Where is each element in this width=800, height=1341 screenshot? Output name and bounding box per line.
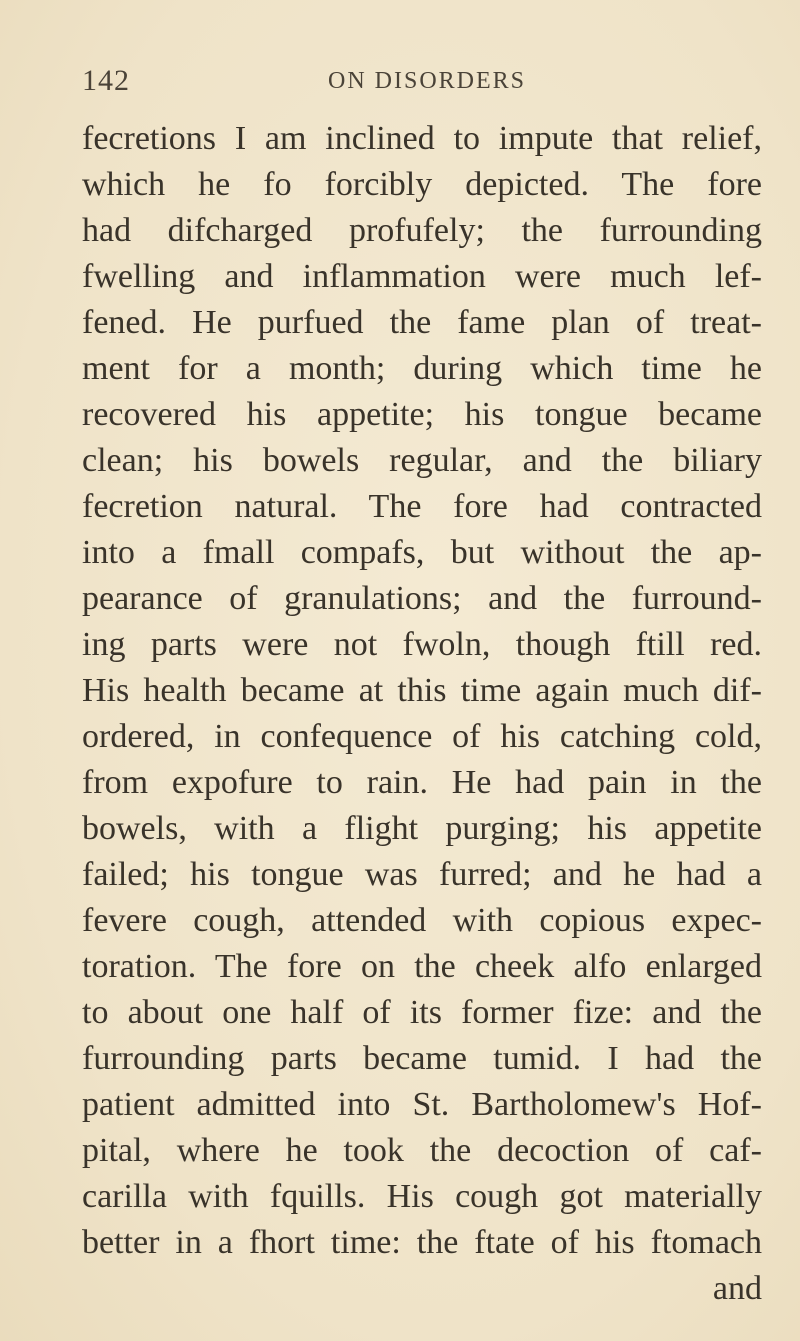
text-line: fened. He purfued the fame plan of treat- [82,304,762,341]
text-line: into a fmall compafs, but without the ap- [82,534,762,571]
text-line: pital, where he took the decoction of caf- [82,1132,762,1169]
text-line: patient admitted into St. Bartholomew's Hof- [82,1086,762,1123]
text-line: fevere cough, attended with copious expec- [82,902,762,939]
page-number: 142 [82,64,130,97]
text-line: pearance of granulations; and the furround- [82,580,762,617]
text-line: ment for a month; during which time he [82,350,762,387]
body-text [82,116,762,1312]
running-head [82,64,722,104]
text-line: ing parts were not fwoln, though ftill red. [82,626,762,663]
catchword: and [712,1270,762,1307]
text-line: bowels, with a flight purging; his appetite [82,810,762,847]
text-line: from expofure to rain. He had pain in the [82,764,762,801]
text-line: His health became at this time again much dif- [82,672,762,709]
text-line: had difcharged profufely; the furrounding [82,212,762,249]
text-line: better in a fhort time: the ftate of his ftomach [82,1224,762,1261]
text-line: to about one half of its former fize: and the [82,994,762,1031]
text-line: fecretion natural. The fore had contracted [82,488,762,525]
text-line: recovered his appetite; his tongue became [82,396,762,433]
text-line: ordered, in confequence of his catching cold, [82,718,762,755]
text-line: carilla with fquills. His cough got materially [82,1178,762,1215]
running-head-title: ON DISORDERS [328,68,527,94]
text-line: fecretions I am inclined to impute that relief, [82,120,762,157]
text-line: toration. The fore on the cheek alfo enlarged [82,948,762,985]
text-line: fwelling and inflammation were much lef- [82,258,762,295]
text-line: which he fo forcibly depicted. The fore [82,166,762,203]
text-line: furrounding parts became tumid. I had the [82,1040,762,1077]
text-line: failed; his tongue was furred; and he had a [82,856,762,893]
text-line: clean; his bowels regular, and the biliary [82,442,762,479]
